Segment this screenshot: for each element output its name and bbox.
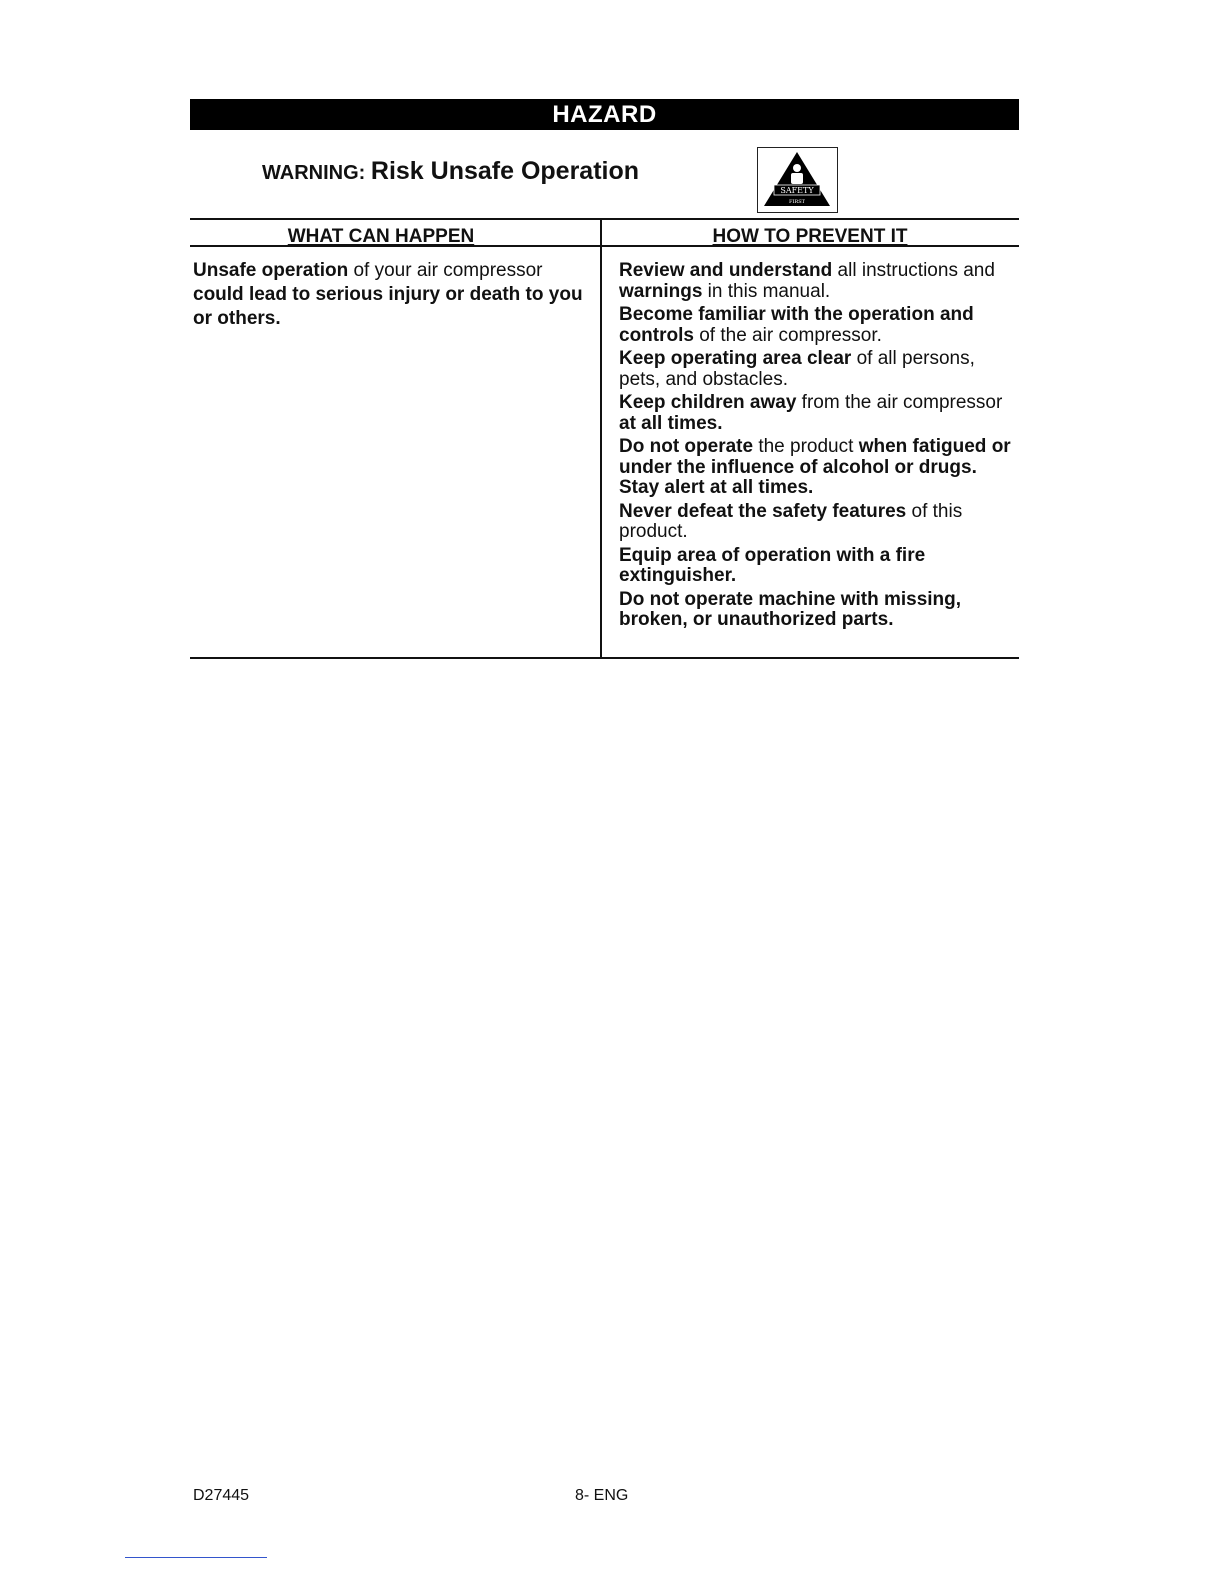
column-header-what-can-happen: WHAT CAN HAPPEN	[287, 226, 475, 247]
prevention-item: Equip area of operation with a fire extinguisher.	[619, 544, 926, 586]
warning-title: Risk Unsafe Operation	[370, 157, 640, 185]
badge-first-text: FIRST	[789, 199, 805, 205]
badge-safety-text: SAFETY	[780, 186, 814, 195]
prevention-item: Do not operate the product when fatigued or under the influence of alcohol or drugs. Stay alert at all times.	[619, 436, 1011, 498]
prevention-item: Review and understand all instructions and warnings in this manual.	[619, 260, 995, 302]
hazard-banner: HAZARD	[190, 99, 1019, 130]
prevention-item: Keep children away from the air compressor at all times.	[619, 392, 1003, 434]
column-divider	[600, 218, 602, 659]
page-number: 8- ENG	[575, 1487, 629, 1504]
prevention-item: Become familiar with the operation and controls of the air compressor.	[619, 304, 974, 346]
column-header-how-to-prevent: HOW TO PREVENT IT	[712, 226, 908, 247]
warning-heading	[262, 157, 639, 186]
link-underline	[125, 1557, 267, 1558]
prevention-list	[619, 261, 1011, 634]
table-bottom-rule	[190, 657, 1019, 659]
prevention-item: Never defeat the safety features of this product.	[619, 500, 963, 542]
warning-prefix: WARNING:	[262, 162, 366, 184]
document-code: D27445	[193, 1487, 250, 1504]
what-can-happen-text: Unsafe operation of your air compressor could lead to serious injury or death to you or others.	[193, 260, 583, 329]
safety-first-icon	[757, 147, 838, 213]
prevention-item: Keep operating area clear of all persons, pets, and obstacles.	[619, 348, 975, 390]
table-top-rule	[190, 218, 1019, 220]
prevention-item: Do not operate machine with missing, broken, or unauthorized parts.	[619, 588, 962, 630]
